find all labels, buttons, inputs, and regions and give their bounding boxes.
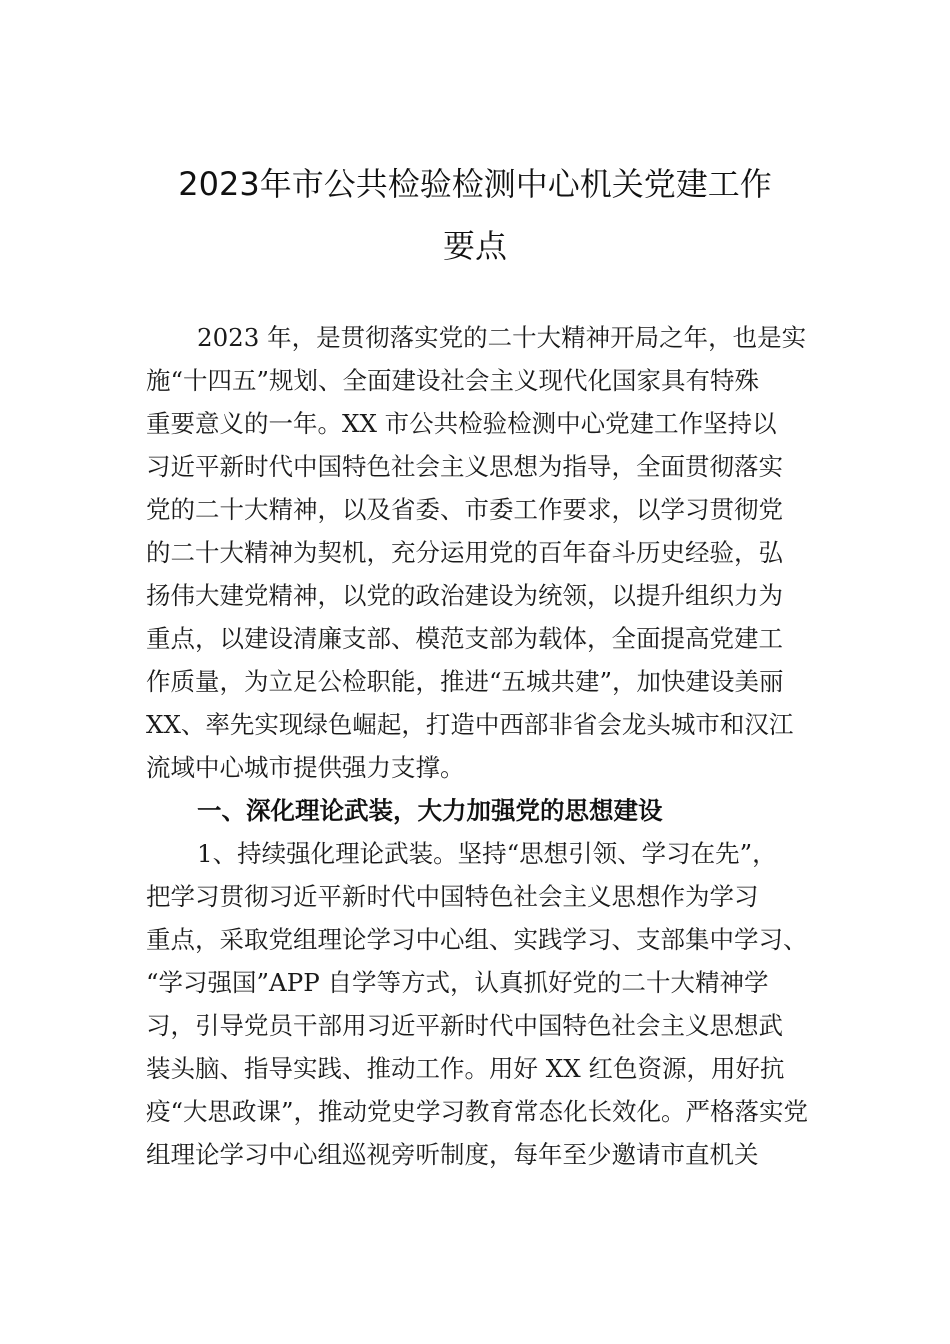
section-1-heading: 一、深化理论武装，大力加强党的思想建设 <box>197 796 663 825</box>
intro-line: 流域中心城市提供强力支撑。 <box>146 753 465 782</box>
intro-line: 2023 年，是贯彻落实党的二十大精神开局之年，也是实 <box>197 323 807 352</box>
intro-line: 重要意义的一年。XX 市公共检验检测中心党建工作坚持以 <box>146 409 777 438</box>
intro-line: 扬伟大建党精神，以党的政治建设为统领，以提升组织力为 <box>146 581 783 610</box>
item-1-line: 装头脑、指导实践、推动工作。用好 XX 红色资源，用好抗 <box>146 1054 785 1083</box>
intro-line: 党的二十大精神，以及省委、市委工作要求，以学习贯彻党 <box>146 495 783 524</box>
intro-line: 施“十四五”规划、全面建设社会主义现代化国家具有特殊 <box>146 366 760 395</box>
intro-line: 的二十大精神为契机，充分运用党的百年奋斗历史经验，弘 <box>146 538 783 567</box>
intro-line: XX、率先实现绿色崛起，打造中西部非省会龙头城市和汉江 <box>146 710 794 739</box>
item-1-line: “学习强国”APP 自学等方式，认真抓好党的二十大精神学 <box>146 968 769 997</box>
item-1-line: 习，引导党员干部用习近平新时代中国特色社会主义思想武 <box>146 1011 783 1040</box>
document-title-line-1: 2023年市公共检验检测中心机关党建工作 <box>178 165 772 203</box>
intro-line: 习近平新时代中国特色社会主义思想为指导，全面贯彻落实 <box>146 452 783 481</box>
item-1-line: 组理论学习中心组巡视旁听制度，每年至少邀请市直机关 <box>146 1140 759 1169</box>
item-1-line: 把学习贯彻习近平新时代中国特色社会主义思想作为学习 <box>146 882 759 911</box>
item-1-line: 重点，采取党组理论学习中心组、实践学习、支部集中学习、 <box>146 925 808 954</box>
item-1-line: 疫“大思政课”，推动党史学习教育常态化长效化。严格落实党 <box>146 1097 809 1126</box>
document-title-line-2: 要点 <box>442 227 507 265</box>
item-1-line: 1、持续强化理论武装。坚持“思想引领、学习在先”， <box>197 839 777 868</box>
intro-line: 作质量，为立足公检职能，推进“五城共建”，加快建设美丽 <box>146 667 784 696</box>
intro-line: 重点，以建设清廉支部、模范支部为载体，全面提高党建工 <box>146 624 783 653</box>
